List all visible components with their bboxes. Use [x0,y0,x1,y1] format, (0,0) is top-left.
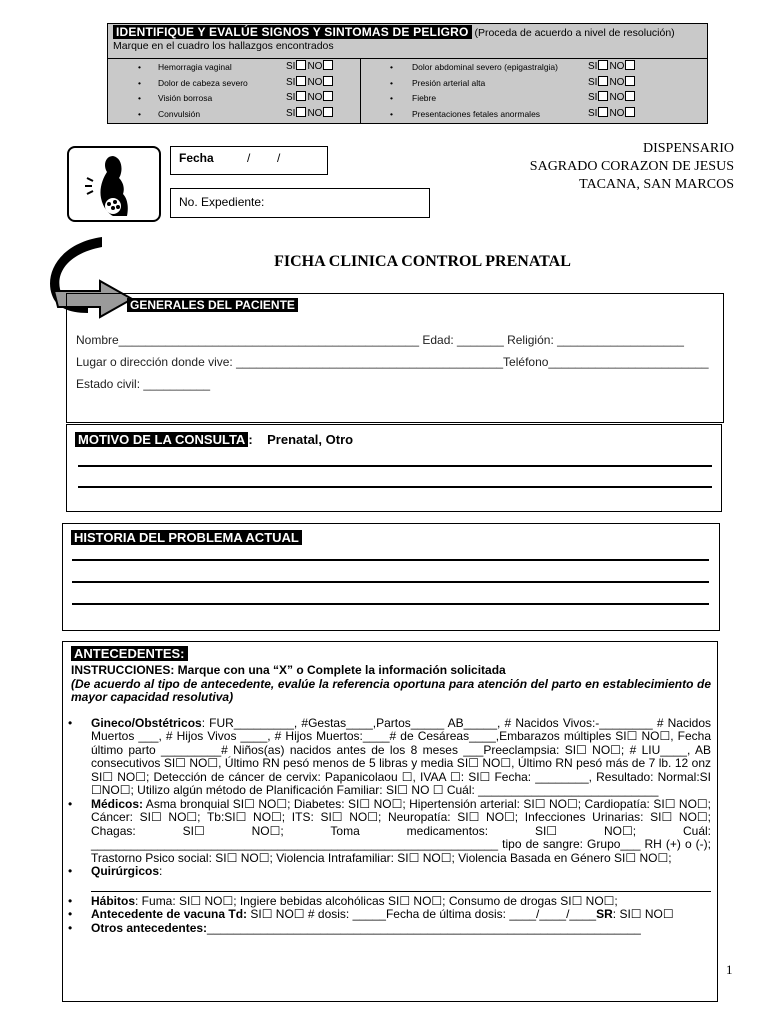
yes-label: SI [286,76,296,88]
yes-label: SI [588,92,598,103]
motivo-colon: : [248,432,253,447]
generales-title: GENERALES DEL PACIENTE [127,298,298,312]
medicos-item[interactable]: • Médicos: Asma bronquial SI☐ NO☐; Diabetes: SI☐ NO☐; Hipertensión arterial: SI☐ NO☐; Cardiopatía: SI☐ NO☐; Cáncer: SI☐ NO☐; Tb:SI☐ NO☐; ITS: SI☐ NO☐; Neuropatía: SI☐ NO☐; Infecciones Urinarias: SI☐ NO☐; Chagas: SI☐ NO☐; Toma medicamentos: SI☐ NO☐; Cuál: _____________________________________________________________ tipo de sangre: Grupo___ RH (+) o (-); Trastorno Psico social: SI☐ NO☐; Violencia Intrafamiliar: SI☐ NO☐; Violencia Basada en Género SI☐ NO☐; [68,796,711,865]
danger-sign-row [108,59,707,75]
yes-no-checkboxes [588,75,636,91]
no-label: NO [307,107,323,119]
instructions-label: INSTRUCCIONES [71,663,171,677]
danger-signs-title: IDENTIFIQUE Y EVALÚE SIGNOS Y SINTOMAS DE PELIGRO [113,25,472,39]
quirurgicos-line[interactable] [91,891,711,892]
motivo-line-1[interactable] [78,465,712,467]
bullet: • [138,108,141,119]
danger-sign-label: Presentaciones fetales anormales [412,108,541,119]
danger-sign-row [108,106,707,122]
generales-line-1[interactable]: Nombre_____________________________________________ Edad: _______ Religión: ___________________ [76,333,684,347]
antecedentes-note: (De acuerdo al tipo de antecedente, evalúe la referencia oportuna para atención del parto en establecimiento de mayor capacidad resolutiva) [71,676,711,704]
yes-no-checkboxes [588,59,636,75]
quirurgicos-text: : [159,864,163,878]
generales-section [66,293,724,423]
danger-signs-grid [108,58,707,124]
motivo-line-2[interactable] [78,486,712,488]
dispensary-line-2: SAGRADO CORAZON DE JESUS [529,159,734,174]
sr-label: SR [596,907,613,921]
bullet: • [390,108,393,119]
page-number: 1 [726,962,733,977]
form-title: FICHA CLINICA CONTROL PRENATAL [274,253,571,270]
historia-title: HISTORIA DEL PROBLEMA ACTUAL [71,530,302,545]
quirurgicos-item[interactable]: • Quirúrgicos: [68,864,163,878]
medicos-label: Médicos: [91,796,144,811]
yes-label: SI [286,107,296,119]
otros-item[interactable]: • Otros antecedentes:_________________________________________________________________ [68,920,641,935]
yes-label: SI [588,107,598,119]
no-checkbox[interactable] [625,60,635,70]
bullet: • [390,77,393,88]
no-label: NO [307,61,323,72]
danger-sign-label: Hemorragia vaginal [158,62,232,72]
dispensary-line-3: TACANA, SAN MARCOS [579,177,734,192]
dispensary-name [530,140,734,194]
vacuna-item[interactable]: • Antecedente de vacuna Td: SI☐ NO☐ # dosis: _____Fecha de última dosis: ____/____/____SR: SI☐ NO☐ [68,907,674,921]
expediente-label: No. Expediente: [179,195,265,209]
yes-no-checkboxes [588,90,636,106]
danger-sign-label: Presión arterial alta [412,77,486,88]
quirurgicos-label: Quirúrgicos [91,864,160,878]
historia-header [71,530,302,545]
danger-sign-row [108,90,707,106]
bullet: • [138,62,141,72]
danger-signs-box [107,23,708,124]
habitos-item[interactable]: • Hábitos: Fuma: SI☐ NO☐; Ingiere bebidas alcohólicas SI☐ NO☐; Consumo de drogas SI☐ NO☐; [68,893,618,908]
danger-sign-label: Fiebre [412,93,437,103]
yes-checkbox[interactable] [598,91,608,101]
historia-line-2[interactable] [72,581,709,583]
no-label: NO [609,61,625,72]
instructions-text: : Marque con una “X” o Complete la información solicitada [170,663,506,677]
bullet: • [390,62,393,72]
danger-sign-row [108,75,707,91]
bullet: • [390,93,393,103]
pregnant-woman-icon [67,146,161,222]
yes-label: SI [588,76,598,88]
danger-sign-label: Convulsión [158,108,201,119]
no-label: NO [307,76,323,88]
instructions [71,664,711,678]
yes-no-checkboxes [588,106,636,122]
habitos-text: : Fuma: SI☐ NO☐; Ingiere bebidas alcohólicas SI☐ NO☐; Consumo de drogas SI☐ NO☐; [135,893,618,908]
antecedentes-title: ANTECEDENTES: [71,646,188,661]
danger-sign-label: Dolor abdominal severo (epigastralgia) [412,62,558,72]
gineco-label: Gineco/Obstétricos [91,715,202,730]
no-label: NO [609,76,625,88]
bullet: • [138,93,141,103]
fecha-label: Fecha [179,151,214,165]
otros-text: _________________________________________________________________ [207,920,641,935]
otros-label: Otros antecedentes: [91,920,208,935]
gineco-obstetricos-item[interactable]: • Gineco/Obstétricos: FUR_________, #Gestas____,Partos_____ AB_____, # Nacidos Vivos:-________ # Nacidos Muertos ___, # Hijos Vivos ____, # Hijos Muertos:____# de Cesáreas____,Embarazos múltiples SI☐ NO☐, Fecha último parto _________# Niños(as) nacidos antes de los 8 meses ___Preeclampsia: SI☐ NO☐; # LIU____, AB consecutivos SI☐ NO☐, Último RN pesó menos de 5 libras y media SI☐ NO☐, Último RN pesó más de 7 lb. 12 onz SI☐ NO☐; Detección de cáncer de cervix: Papanicolaou ☐, IVAA ☐: SI☐ Fecha: ________, Resultado: Normal:SI ☐NO☐; Utilizo algún método de Planificación Familiar: SI☐ NO ☐ Cuál: ___________________________ [68,715,711,797]
danger-signs-note: (Proceda de acuerdo a nivel de resolución) Marque en el cuadro los hallazgos encontrados [113,27,675,52]
motivo-value: Prenatal, Otro [267,432,354,447]
historia-line-1[interactable] [72,559,709,561]
sr-text: : SI☐ NO☐ [612,907,674,921]
dispensary-line-1: DISPENSARIO [642,141,734,156]
no-checkbox[interactable] [625,91,635,101]
gineco-text: : FUR_________, #Gestas____,Partos_____ AB_____, # Nacidos Vivos:-________ # Nacidos Muertos ___, # Hijos Vivos ____, # Hijos Muertos:____# de Cesáreas____,Embarazos múltiples SI☐ NO☐, Fecha último parto _________# Niños(as) nacidos antes de los 8 meses ___Preeclampsia: SI☐ NO☐; # LIU____, AB consecutivos SI☐ NO☐, Último RN pesó menos de 5 libras y media SI☐ NO☐, Último RN pesó más de 7 lb. 12 onz SI☐ NO☐; Detección de cáncer de cervix: Papanicolaou ☐, IVAA ☐: SI☐ Fecha: ________, Resultado: Normal:SI ☐NO☐; Utilizo algún método de Planificación Familiar: SI☐ NO ☐ Cuál: ___________________________ [91,715,711,797]
no-label: NO [307,92,323,103]
motivo-title: MOTIVO DE LA CONSULTA [75,432,248,447]
no-label: NO [609,107,625,119]
expediente-field[interactable] [170,188,430,218]
antecedentes-header [71,646,188,661]
generales-line-2[interactable]: Lugar o dirección donde vive: ________________________________________Teléfono________________________ [76,355,709,369]
habitos-label: Hábitos [91,893,136,908]
yes-checkbox[interactable] [598,107,608,117]
historia-line-3[interactable] [72,603,709,605]
yes-checkbox[interactable] [598,60,608,70]
vacuna-text: SI☐ NO☐ # dosis: _____Fecha de última dosis: ____/____/____ [247,907,597,921]
no-label: NO [609,92,625,103]
no-checkbox[interactable] [625,76,635,86]
historia-section [62,523,720,631]
danger-signs-header [113,26,701,53]
yes-label: SI [588,61,598,72]
danger-sign-label: Dolor de cabeza severo [158,77,248,88]
yes-checkbox[interactable] [598,76,608,86]
motivo-section [66,424,722,512]
antecedentes-body [68,663,711,935]
yes-label: SI [286,92,296,103]
motivo-header [75,432,353,447]
yes-label: SI [286,61,296,72]
vacuna-label: Antecedente de vacuna Td: [91,907,248,921]
generales-line-3[interactable]: Estado civil: __________ [76,377,211,391]
danger-sign-label: Visión borrosa [158,93,213,103]
antecedentes-section [62,641,718,1002]
no-checkbox[interactable] [625,107,635,117]
fecha-separators: / / [247,151,281,165]
fecha-field[interactable] [170,146,328,175]
medicos-text: Asma bronquial SI☐ NO☐; Diabetes: SI☐ NO☐; Hipertensión arterial: SI☐ NO☐; Cardiopatía: SI☐ NO☐; Cáncer: SI☐ NO☐; Tb:SI☐ NO☐; ITS: SI☐ NO☐; Neuropatía: SI☐ NO☐; Infecciones Urinarias: SI☐ NO☐; Chagas: SI☐ NO☐; Toma medicamentos: SI☐ NO☐; Cuál: _____________________________________________________________ tipo de sangre: Grupo___ RH (+) o (-); Trastorno Psico social: SI☐ NO☐; Violencia Intrafamiliar: SI☐ NO☐; Violencia Basada en Género SI☐ NO☐; [91,796,711,865]
bullet: • [138,77,141,88]
